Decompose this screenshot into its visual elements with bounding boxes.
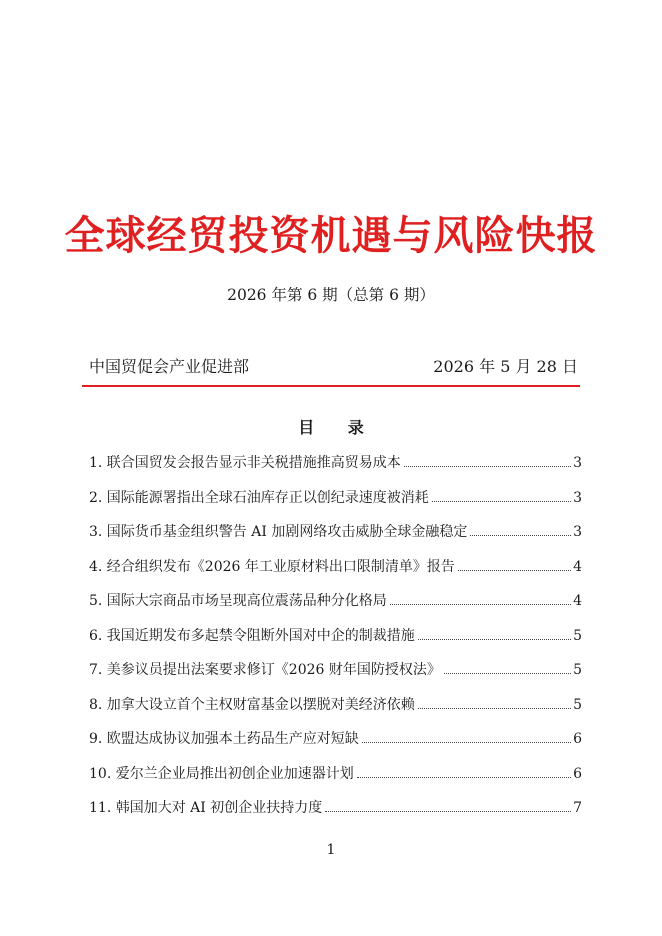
toc-leader <box>325 811 571 812</box>
toc-item-title[interactable]: 4. 经合组织发布《2026 年工业原材料出口限制清单》报告 <box>89 558 455 575</box>
toc-leader <box>418 639 571 640</box>
toc-item[interactable] <box>89 623 582 658</box>
toc-item-title[interactable]: 2. 国际能源署指出全球石油库存正以创纪录速度被消耗 <box>89 489 429 506</box>
toc-item-page: 6 <box>573 731 582 747</box>
table-of-contents <box>89 450 582 830</box>
toc-item-page: 5 <box>573 627 582 644</box>
toc-item[interactable] <box>89 761 582 796</box>
toc-item[interactable] <box>89 554 582 589</box>
toc-item-page: 7 <box>573 800 582 816</box>
toc-leader <box>458 570 571 571</box>
toc-item[interactable] <box>89 692 582 727</box>
toc-item[interactable] <box>89 485 582 520</box>
issue-number: 2026 年第 6 期（总第 6 期） <box>227 286 435 304</box>
toc-leader <box>418 708 571 709</box>
page-number: 1 <box>326 842 336 858</box>
toc-leader <box>357 777 571 778</box>
toc-leader <box>390 604 571 605</box>
toc-item[interactable] <box>89 795 582 830</box>
toc-item-title[interactable]: 6. 我国近期发布多起禁令阻断外国对中企的制裁措施 <box>89 627 415 644</box>
publish-date: 2026 年 5 月 28 日 <box>433 357 578 376</box>
toc-item[interactable] <box>89 588 582 623</box>
toc-leader <box>470 535 571 536</box>
toc-item-title[interactable]: 5. 国际大宗商品市场呈现高位震荡品种分化格局 <box>89 593 387 609</box>
header-divider <box>82 385 580 387</box>
toc-leader <box>444 673 571 674</box>
toc-item-page: 5 <box>573 662 582 678</box>
toc-item[interactable] <box>89 726 582 761</box>
toc-leader <box>404 466 571 467</box>
publisher: 中国贸促会产业促进部 <box>89 357 250 376</box>
toc-item-title[interactable]: 1. 联合国贸发会报告显示非关税措施推高贸易成本 <box>89 455 401 471</box>
toc-item-page: 5 <box>573 696 582 713</box>
toc-leader <box>362 742 571 743</box>
toc-item[interactable] <box>89 519 582 554</box>
toc-item-page: 4 <box>573 558 582 575</box>
toc-item-title[interactable]: 3. 国际货币基金组织警告 AI 加剧网络攻击威胁全球金融稳定 <box>89 524 468 540</box>
toc-item-title[interactable]: 8. 加拿大设立首个主权财富基金以摆脱对美经济依赖 <box>89 696 415 713</box>
toc-item[interactable] <box>89 450 582 485</box>
toc-item-title[interactable]: 11. 韩国加大对 AI 初创企业扶持力度 <box>89 800 323 816</box>
toc-item-page: 3 <box>573 524 582 540</box>
toc-leader <box>432 501 571 502</box>
toc-item-title[interactable]: 10. 爱尔兰企业局推出初创企业加速器计划 <box>89 765 354 782</box>
toc-item-title[interactable]: 7. 美参议员提出法案要求修订《2026 财年国防授权法》 <box>89 662 441 678</box>
toc-item-page: 3 <box>573 489 582 506</box>
toc-heading: 目 录 <box>298 418 378 437</box>
toc-item-page: 4 <box>573 593 582 609</box>
toc-item-page: 6 <box>573 765 582 782</box>
toc-item-page: 3 <box>573 455 582 471</box>
document-title: 全球经贸投资机遇与风险快报 <box>64 212 598 259</box>
toc-item[interactable] <box>89 657 582 692</box>
toc-item-title[interactable]: 9. 欧盟达成协议加强本土药品生产应对短缺 <box>89 731 359 747</box>
